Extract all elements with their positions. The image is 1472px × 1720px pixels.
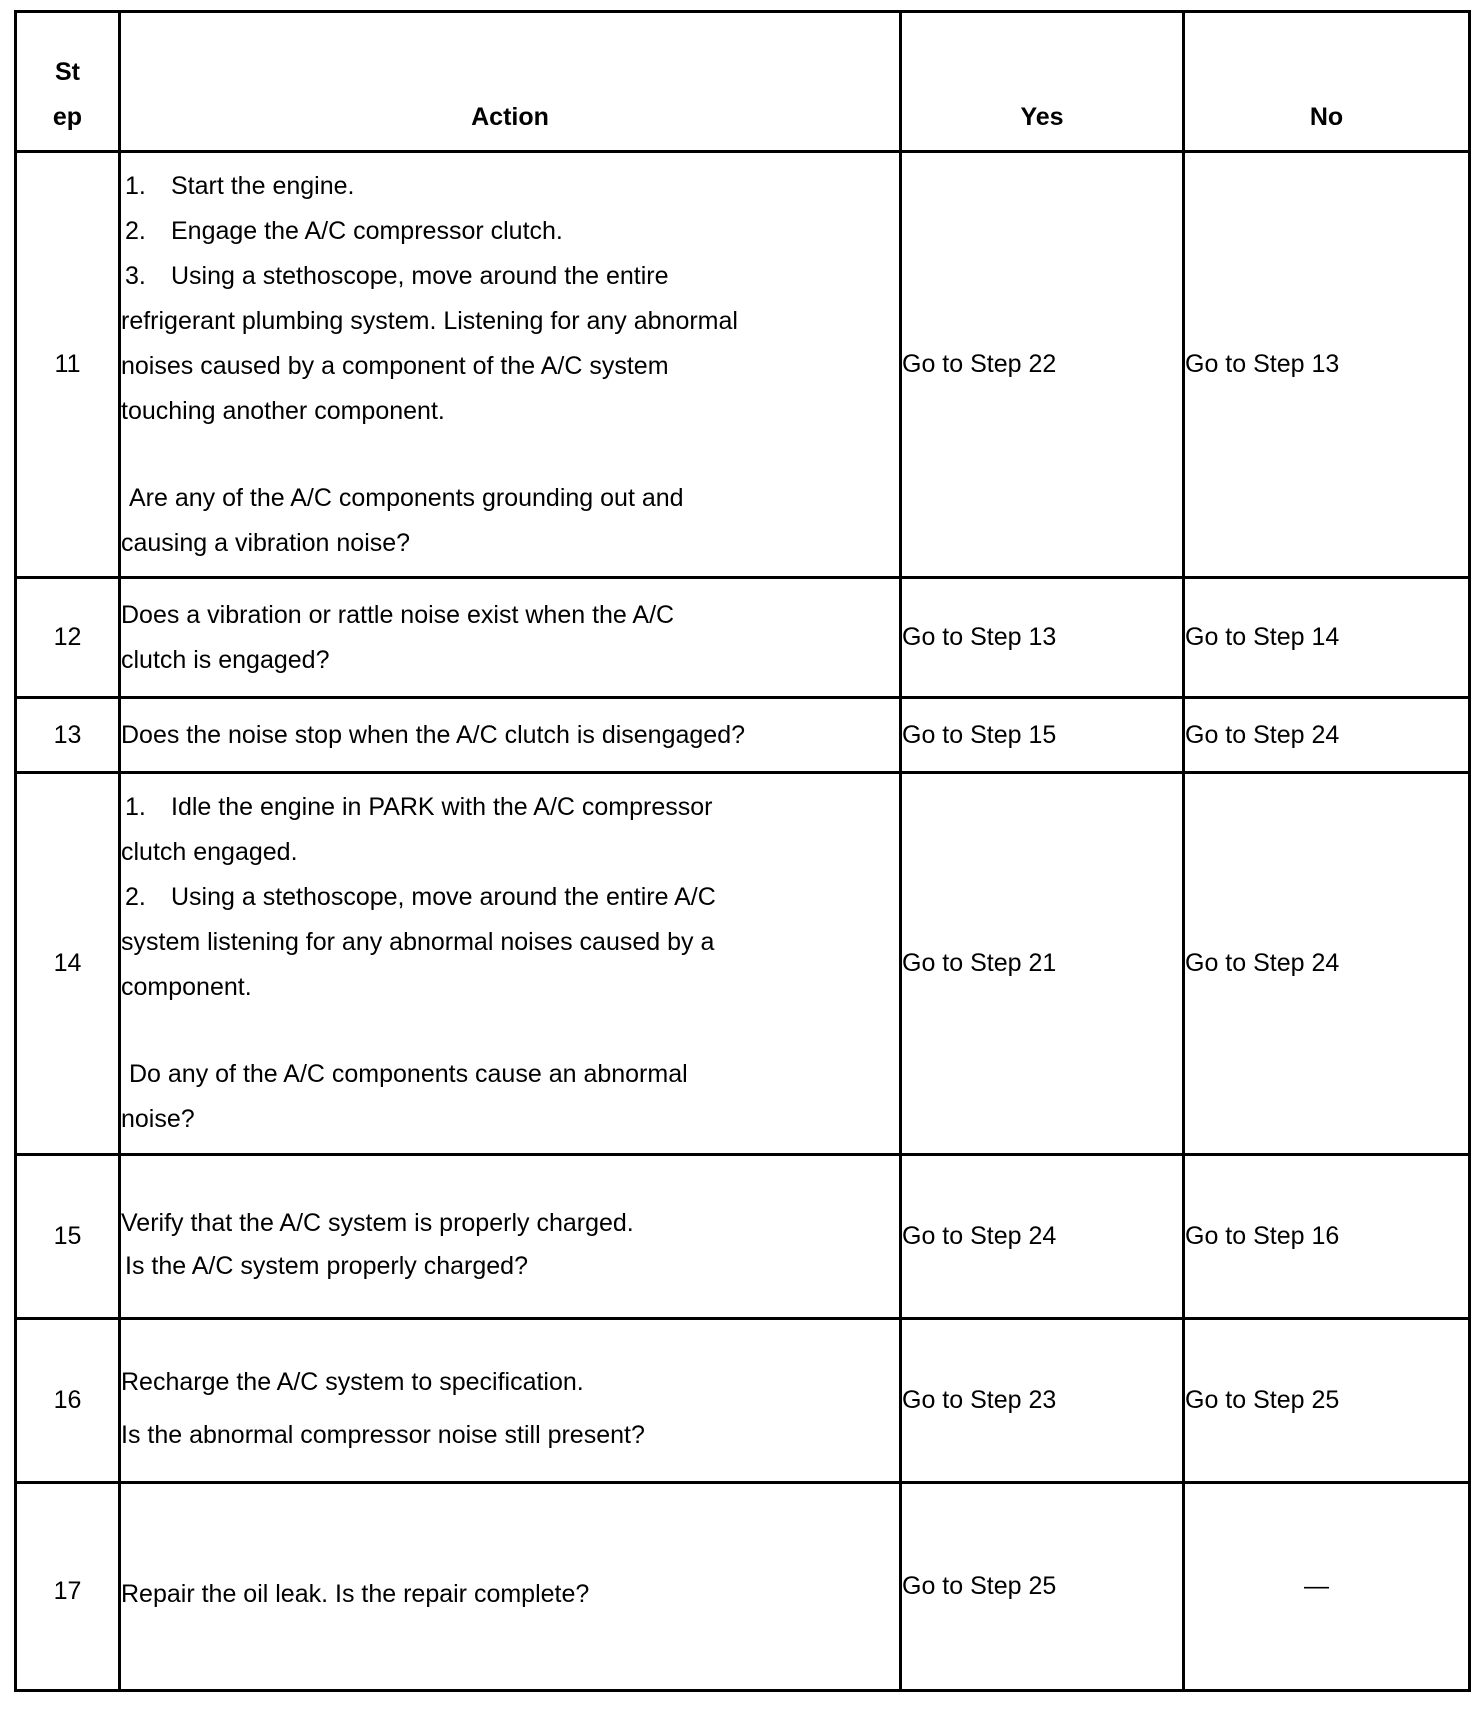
no-cell: —: [1184, 1483, 1470, 1691]
table-row: [16, 773, 1470, 1155]
action-item: 3. Using a stethoscope, move around the entire: [125, 261, 669, 290]
table-row: [16, 1155, 1470, 1319]
action-text: system listening for any abnormal noises caused by a: [121, 928, 715, 956]
action-question: Do any of the A/C components cause an abnormal: [129, 1060, 688, 1088]
action-text: clutch engaged.: [121, 838, 298, 866]
action-cell: [120, 1319, 901, 1483]
action-question: Does a vibration or rattle noise exist when the A/C: [121, 600, 675, 629]
step-number: 13: [16, 698, 120, 773]
action-text: refrigerant plumbing system. Listening for any abnormal: [121, 306, 738, 335]
no-cell: Go to Step 24: [1184, 773, 1470, 1155]
action-item: 2. Using a stethoscope, move around the entire A/C: [125, 883, 716, 911]
step-number: 16: [16, 1319, 120, 1483]
header-step-line2: ep: [52, 103, 83, 131]
action-question: causing a vibration noise?: [121, 528, 411, 557]
action-question: Is the abnormal compressor noise still present?: [121, 1420, 645, 1449]
step-number: 12: [16, 578, 120, 698]
yes-cell: Go to Step 25: [901, 1483, 1184, 1691]
action-question: Does the noise stop when the A/C clutch is disengaged?: [121, 720, 746, 749]
action-text: Verify that the A/C system is properly charged.: [121, 1208, 634, 1237]
action-cell: [120, 698, 901, 773]
header-step-line1: St: [55, 58, 80, 86]
action-text: Recharge the A/C system to specification.: [121, 1367, 584, 1396]
no-cell: Go to Step 13: [1184, 152, 1470, 578]
action-question: noise?: [121, 1105, 195, 1133]
action-question: clutch is engaged?: [121, 645, 330, 674]
table-row: [16, 1319, 1470, 1483]
step-number: 11: [16, 152, 120, 578]
action-item: 1. Start the engine.: [125, 171, 355, 200]
action-cell: [120, 1155, 901, 1319]
action-item: 2. Engage the A/C compressor clutch.: [125, 216, 563, 245]
action-item: 1. Idle the engine in PARK with the A/C compressor: [125, 793, 713, 821]
yes-cell: Go to Step 21: [901, 773, 1184, 1155]
header-action: Action: [120, 12, 901, 152]
header-yes: Yes: [901, 12, 1184, 152]
action-cell: [120, 773, 901, 1155]
yes-cell: Go to Step 13: [901, 578, 1184, 698]
header-step: [16, 12, 120, 152]
yes-cell: Go to Step 24: [901, 1155, 1184, 1319]
yes-cell: Go to Step 22: [901, 152, 1184, 578]
action-text: component.: [121, 973, 252, 1001]
action-cell: [120, 152, 901, 578]
no-cell: Go to Step 14: [1184, 578, 1470, 698]
no-cell: Go to Step 25: [1184, 1319, 1470, 1483]
table-row: [16, 698, 1470, 773]
step-number: 14: [16, 773, 120, 1155]
header-no: No: [1184, 12, 1470, 152]
action-cell: [120, 578, 901, 698]
action-question: Repair the oil leak. Is the repair complete?: [121, 1580, 590, 1608]
step-number: 17: [16, 1483, 120, 1691]
action-cell: [120, 1483, 901, 1691]
action-text: noises caused by a component of the A/C system: [121, 351, 669, 380]
table-row: [16, 152, 1470, 578]
no-cell: Go to Step 24: [1184, 698, 1470, 773]
action-question: Are any of the A/C components grounding out and: [129, 483, 684, 512]
step-number: 15: [16, 1155, 120, 1319]
no-cell: Go to Step 16: [1184, 1155, 1470, 1319]
diagnostic-table: [14, 10, 1471, 1692]
action-text: touching another component.: [121, 396, 445, 425]
table-header-row: [16, 12, 1470, 152]
table-row: [16, 1483, 1470, 1691]
action-question: Is the A/C system properly charged?: [125, 1251, 528, 1280]
table-row: [16, 578, 1470, 698]
yes-cell: Go to Step 15: [901, 698, 1184, 773]
yes-cell: Go to Step 23: [901, 1319, 1184, 1483]
